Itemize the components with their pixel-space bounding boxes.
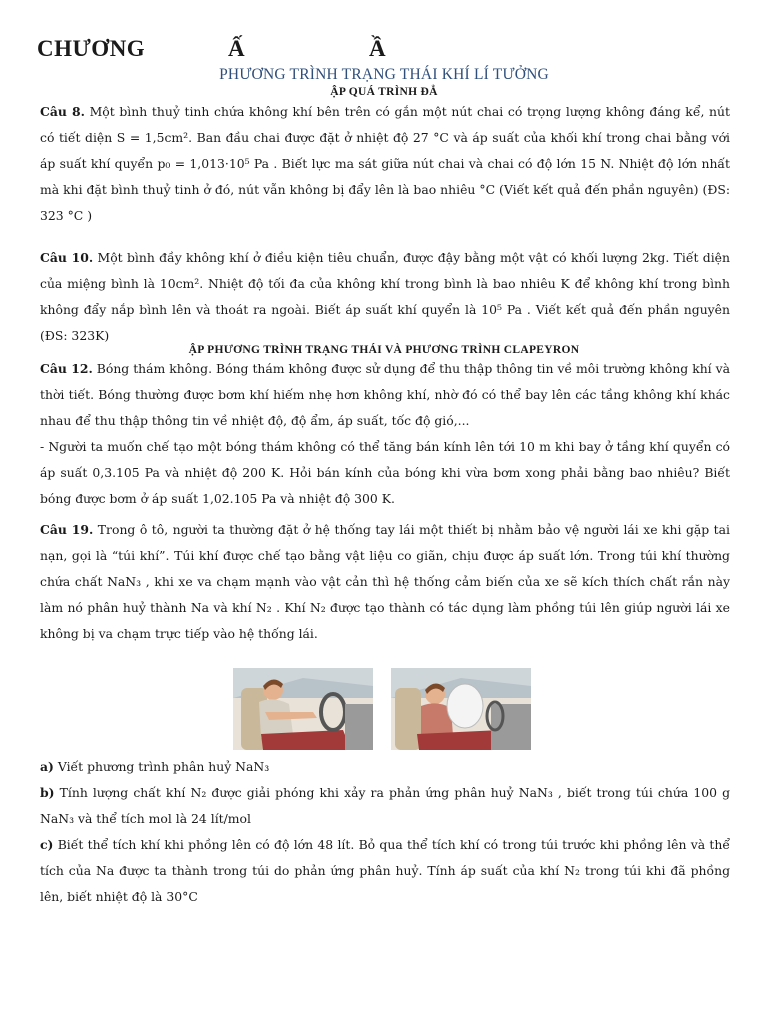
question-10 bbox=[40, 245, 730, 349]
chapter-subtitle: PHƯƠNG TRÌNH TRẠNG THÁI KHÍ LÍ TƯỞNG bbox=[219, 66, 549, 83]
chapter-title: CHƯƠNG bbox=[37, 36, 146, 61]
driver-airbag-deployed-image bbox=[391, 668, 531, 750]
part-label: a) bbox=[40, 759, 54, 774]
part-label: b) bbox=[40, 785, 55, 800]
question-part bbox=[40, 780, 730, 832]
question-8 bbox=[40, 99, 730, 229]
question-label: Câu 10. bbox=[40, 250, 94, 265]
question-12 bbox=[40, 356, 730, 512]
chapter-title-fragment: Ầ bbox=[369, 36, 386, 61]
section-heading: ẬP QUÁ TRÌNH ĐẲ bbox=[330, 86, 438, 98]
question-label: Câu 12. bbox=[40, 361, 93, 376]
question-label: Câu 19. bbox=[40, 522, 94, 537]
part-text: Viết phương trình phân huỷ NaN₃ bbox=[57, 759, 270, 774]
part-text: Biết thể tích khí khi phồng lên có độ lớn 48 lít. Bỏ qua thể tích khí có trong túi trước khi phồng lên và thể tích của Na được ta thành trong túi do phản ứng phân huỷ. Tính áp suất của khí N₂ trong túi khi đã phồng lên, biết nhiệt độ là 30°C bbox=[40, 837, 730, 904]
part-text: Tính lượng chất khí N₂ được giải phóng khi xảy ra phản ứng phân huỷ NaN₃ , biết trong túi chứa 100 g NaN₃ và thể tích mol là 24 lít/mol bbox=[40, 785, 730, 826]
question-part bbox=[40, 832, 730, 910]
question-subtext: - Người ta muốn chế tạo một bóng thám không có thể tăng bán kính lên tới 10 m khi bay ở tầng khí quyển có áp suất 0,3.105 Pa và nhiệt độ 200 K. Hỏi bán kính của bóng khi vừa bơm xong phải bằng bao nhiêu? Biết bóng được bơm ở áp suất 1,02.105 Pa và nhiệt độ 300 K. bbox=[40, 439, 730, 506]
airbag-illustrations bbox=[233, 668, 533, 752]
question-text: Một bình đầy không khí ở điều kiện tiêu chuẩn, được đậy bằng một vật có khối lượng 2kg. Tiết diện của miệng bình là 10cm². Nhiệt độ tối đa của không khí trong bình là bao nhiêu K để không khí trong bình không đẩy nắp bình lên và thoát ra ngoài. Biết áp suất khí quyển là 10⁵ Pa . Viết kết quả đến phần nguyên (ĐS: 323K) bbox=[40, 250, 730, 343]
question-part bbox=[40, 754, 730, 780]
question-text: Trong ô tô, người ta thường đặt ở hệ thống tay lái một thiết bị nhằm bảo vệ người lái xe khi gặp tai nạn, gọi là “túi khí”. Túi khí được chế tạo bằng vật liệu co giãn, chịu được áp suất lớn. Trong túi khí thường chứa chất NaN₃ , khi xe va chạm mạnh vào vật cản thì hệ thống cảm biến của xe sẽ kích thích chất rắn này làm nó phân huỷ thành Na và khí N₂ . Khí N₂ được tạo thành có tác dụng làm phồng túi lên giúp người lái xe không bị va chạm trực tiếp vào hệ thống lái. bbox=[40, 522, 730, 641]
chapter-header bbox=[37, 36, 737, 64]
question-19-parts bbox=[40, 754, 730, 910]
question-text: Một bình thuỷ tinh chứa không khí bên trên có gắn một nút chai có trọng lượng không đáng kể, nút có tiết diện S = 1,5cm². Ban đầu chai được đặt ở nhiệt độ 27 °C và áp suất của khối khí trong chai bằng với áp suất khí quyển p₀ = 1,013·10⁵ Pa . Biết lực ma sát giữa nút chai và chai có độ lớn 15 N. Nhiệt độ lớn nhất mà khi đặt bình thuỷ tinh ở đó, nút vẫn không bị đẩy lên là bao nhiêu °C (Viết kết quả đến phần nguyên) (ĐS: 323 °C ) bbox=[40, 104, 730, 223]
question-text: Bóng thám không. Bóng thám không được sử dụng để thu thập thông tin về môi trường không khí và thời tiết. Bóng thường được bơm khí hiếm nhẹ hơn không khí, nhờ đó có thể bay lên các tầng không khí khác nhau để thu thập thông tin về nhiệt độ, độ ẩm, áp suất, tốc độ gió,... bbox=[40, 361, 730, 428]
question-19 bbox=[40, 517, 730, 647]
driver-before-airbag-image bbox=[233, 668, 373, 750]
chapter-title-fragment: Ấ bbox=[228, 36, 245, 61]
section-heading: ẬP PHƯƠNG TRÌNH TRẠNG THÁI VÀ PHƯƠNG TRÌNH CLAPEYRON bbox=[188, 344, 580, 356]
part-label: c) bbox=[40, 837, 54, 852]
question-label: Câu 8. bbox=[40, 104, 85, 119]
